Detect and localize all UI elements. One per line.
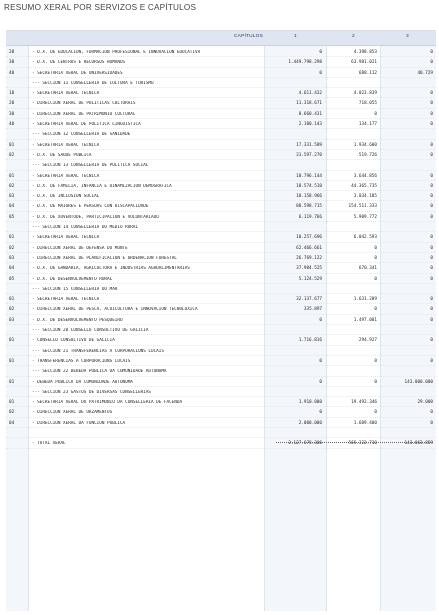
row-chapter-3-value: 0: [430, 183, 433, 189]
row-chapter-1-value: 2.000.000: [298, 420, 322, 426]
row-code: 05: [9, 214, 15, 220]
row-chapter-1-value: 0: [319, 410, 322, 416]
table-row: [6, 325, 436, 335]
row-chapter-3-value: 0: [430, 214, 433, 220]
row-description: - D.X. DE EDUCACIÓN, FORMACIÓN PROFESIONAL E INNOVACIÓN EDUCATIVA: [32, 50, 201, 55]
row-chapter-3-value: 29.000: [417, 400, 433, 406]
table-row: [6, 129, 436, 139]
table-row: [6, 109, 436, 119]
table-row: [6, 171, 436, 181]
row-chapter-2-value: 1.497.001: [353, 317, 377, 323]
row-description: --- SECCION 12 CONSELLERÍA DE SANIDADE: [32, 132, 131, 138]
row-code: 01: [9, 379, 15, 385]
row-chapter-3-value: 0: [430, 152, 433, 158]
row-chapter-3-value: 0: [430, 410, 433, 416]
row-code: 20: [9, 50, 15, 55]
row-description: - DÉBEDA PÚBLICA DA COMUNIDADE AUTÓNOMA: [32, 379, 133, 385]
row-description: --- SECCION 13 CONSELLERÍA DE POLÍTICA SOCIAL: [32, 163, 149, 169]
row-code: 05: [9, 276, 15, 282]
table-body: [6, 47, 436, 449]
row-chapter-2-value: 3.034.185: [353, 194, 377, 200]
row-chapter-3-value: 0: [430, 122, 433, 128]
table-row: [6, 407, 436, 417]
table-row: [6, 243, 436, 253]
row-chapter-3-value: 0: [430, 91, 433, 97]
row-description: - D.X. DE DESENVOLVEMENTO PESQUEIRO: [32, 317, 123, 323]
table-row: [6, 335, 436, 345]
table-row: [6, 387, 436, 397]
table-row: [6, 232, 436, 242]
row-description: - SECRETARÍA XERAL TÉCNICA: [32, 142, 100, 148]
row-chapter-1-value: 18.574.510: [296, 183, 322, 189]
row-chapter-2-value: 294.927: [358, 338, 377, 344]
table-row: [6, 284, 436, 294]
row-code: 01: [9, 173, 15, 179]
table-row: [6, 428, 436, 438]
row-description: --- SECCION 22 DÉBEDA PÚBLICA DA COMUNIDADE AUTÓNOMA: [32, 369, 167, 375]
row-code: 02: [9, 152, 15, 158]
header-capitulos: CAPÍTULOS: [234, 34, 263, 39]
row-description: - SECRETARÍA XERAL TÉCNICA: [32, 235, 100, 241]
summary-table: [6, 30, 436, 611]
row-chapter-2-value: 134.177: [358, 122, 377, 128]
row-chapter-3-value: 0: [430, 358, 433, 364]
row-chapter-2-value: 0: [374, 379, 377, 385]
row-chapter-3-value: 0: [430, 297, 433, 303]
row-description: - DIRECCIÓN XERAL DA FUNCIÓN PÚBLICA: [32, 420, 126, 426]
row-chapter-1-value: 17.331.589: [296, 142, 322, 148]
row-chapter-1-value: 0: [319, 50, 322, 55]
row-code: 01: [9, 400, 15, 406]
table-row: [6, 88, 436, 98]
row-code: 20: [9, 101, 15, 107]
row-chapter-2-value: 718.055: [358, 101, 377, 107]
table-header: [6, 31, 436, 46]
row-chapter-2-value: 0: [374, 245, 377, 251]
row-chapter-1-value: 335.897: [303, 307, 322, 313]
row-chapter-2-value: 5.909.772: [353, 214, 377, 220]
row-chapter-1-value: 31.597.270: [296, 152, 322, 158]
row-chapter-3-value: 0: [430, 245, 433, 251]
row-description: --- SECCION 11 CONSELLERÍA DE CULTURA E TURISMO: [32, 80, 154, 86]
row-chapter-2-value: 4.023.839: [353, 91, 377, 97]
row-code: 04: [9, 204, 15, 210]
row-code: 02: [9, 410, 15, 416]
row-description: - D.X. DE SAÚDE PÚBLICA: [32, 152, 92, 158]
table-row: [6, 98, 436, 108]
row-description: - SECRETARÍA XERAL TÉCNICA: [32, 91, 100, 97]
row-chapter-3-value: 0: [430, 317, 433, 323]
table-row: [6, 356, 436, 366]
table-row: [6, 47, 436, 57]
row-description: --- SECCION 23 GASTOS DE DIVERSAS CONSELLERÍAS: [32, 389, 151, 395]
row-chapter-1-value: 2.180.143: [298, 122, 322, 128]
row-description: - DIRECCIÓN XERAL DE PATRIMONIO CULTURAL: [32, 111, 136, 117]
table-row: [6, 150, 436, 160]
table-row: [6, 222, 436, 232]
header-chapter-2: 2: [352, 34, 355, 39]
row-chapter-2-value: 0: [374, 307, 377, 313]
table-row: [6, 119, 436, 129]
row-code: 04: [9, 266, 15, 272]
row-chapter-3-value: 143.000.000: [404, 379, 433, 385]
row-description: - D.X. DE MAIORES E PERSOAS CON DISCAPACIDADE: [32, 204, 149, 210]
row-chapter-1-value: 10.158.966: [296, 194, 322, 200]
row-description: - D.X. DE DESENVOLVEMENTO RURAL: [32, 276, 113, 282]
row-chapter-1-value: 10.257.696: [296, 235, 322, 241]
row-description: - SECRETARÍA XERAL DE POLÍTICA LINGÜÍSTICA: [32, 122, 141, 128]
row-description: - SECRETARÍA XERAL TÉCNICA: [32, 173, 100, 179]
row-description: - SECRETARÍA XERAL DE UNIVERSIDADES: [32, 70, 123, 76]
row-chapter-3-value: 0: [430, 142, 433, 148]
row-code: 01: [9, 338, 15, 344]
row-description: - D.X. DE XUVENTUDE, PARTICIPACIÓN E VOLUNTARIADO: [32, 214, 159, 220]
row-chapter-2-value: 44.365.735: [351, 183, 377, 189]
row-chapter-2-value: 0: [374, 111, 377, 117]
row-chapter-1-value: 8.660.431: [298, 111, 322, 117]
row-description: --- SECCION 20 CONSELLO CONSULTIVO DE GALICIA: [32, 328, 149, 334]
row-chapter-3-value: 0: [430, 338, 433, 344]
row-chapter-2-value: 3.644.856: [353, 173, 377, 179]
table-row: [6, 346, 436, 356]
row-description: - D.X. DE INCLUSIÓN SOCIAL: [32, 194, 100, 200]
table-row: [6, 366, 436, 376]
row-chapter-1-value: 5.124.529: [298, 276, 322, 282]
row-code: 02: [9, 307, 15, 313]
row-chapter-3-value: 0: [430, 235, 433, 241]
row-description: - DIRECCIÓN XERAL DE DEFENSA DO MONTE: [32, 245, 128, 251]
table-row: [6, 418, 436, 428]
row-chapter-1-value: 0: [319, 70, 322, 76]
row-description: - DIRECCIÓN XERAL DE PESCA, ACUICULTURA E INNOVACIÓN TECNOLÓXICA: [32, 307, 198, 313]
row-chapter-1-value: 0: [319, 379, 322, 385]
table-row: [6, 181, 436, 191]
row-chapter-2-value: 154.511.333: [348, 204, 377, 210]
table-row: [6, 212, 436, 222]
row-chapter-2-value: 63.981.021: [351, 60, 377, 66]
row-chapter-3-value: 0: [430, 255, 433, 261]
row-code: 30: [9, 111, 15, 117]
row-chapter-2-value: 565.322.710: [348, 441, 377, 447]
table-row: [6, 57, 436, 67]
table-row: [6, 438, 436, 448]
table-row: [6, 78, 436, 88]
row-chapter-2-value: 0: [374, 410, 377, 416]
row-description: - DIRECCIÓN XERAL DE POLÍTICAS CULTURAIS: [32, 101, 136, 107]
row-code: 02: [9, 183, 15, 189]
row-chapter-1-value: 26.769.122: [296, 255, 322, 261]
row-description: --- SECCION 15 CONSELLERÍA DO MAR: [32, 286, 118, 292]
row-code: 30: [9, 60, 15, 66]
row-chapter-3-value: 0: [430, 194, 433, 200]
table-row: [6, 140, 436, 150]
row-chapter-2-value: 6.042.593: [353, 235, 377, 241]
row-code: 40: [9, 122, 15, 128]
table-row: [6, 191, 436, 201]
row-code: 03: [9, 255, 15, 261]
row-chapter-1-value: 88.598.715: [296, 204, 322, 210]
row-chapter-2-value: 4.398.853: [353, 50, 377, 55]
row-chapter-2-value: 0: [374, 255, 377, 261]
row-chapter-2-value: 519.726: [358, 152, 377, 158]
row-chapter-1-value: 0: [319, 358, 322, 364]
row-description: - DIRECCIÓN XERAL DE ORZAMENTOS: [32, 410, 113, 416]
table-row: [6, 263, 436, 273]
row-chapter-1-value: 4.611.432: [298, 91, 322, 97]
row-chapter-3-value: 0: [430, 307, 433, 313]
row-chapter-3-value: 0: [430, 204, 433, 210]
row-code: 04: [9, 420, 15, 426]
row-chapter-3-value: 40.729: [417, 70, 433, 76]
table-row: [6, 315, 436, 325]
total-separator: [276, 442, 433, 443]
table-row: [6, 253, 436, 263]
header-chapter-3: 3: [406, 34, 409, 39]
row-code: 01: [9, 297, 15, 303]
row-description: - D.X. DE GANDARÍA, AGRICULTURA E INDUSTRIAS AGROALIMENTARIAS: [32, 266, 190, 272]
row-chapter-3-value: 143.063.859: [404, 441, 433, 447]
row-chapter-1-value: 62.466.661: [296, 245, 322, 251]
row-code: 03: [9, 317, 15, 323]
row-chapter-3-value: 0: [430, 60, 433, 66]
row-chapter-2-value: 0: [374, 276, 377, 282]
row-chapter-2-value: 688.112: [358, 70, 377, 76]
row-code: 01: [9, 235, 15, 241]
row-chapter-1-value: 1.716.816: [298, 338, 322, 344]
table-row: [6, 304, 436, 314]
row-chapter-1-value: 32.137.677: [296, 297, 322, 303]
row-description: - SECRETARÍA XERAL TÉCNICA: [32, 297, 100, 303]
row-chapter-1-value: 2.127.678.306: [288, 441, 322, 447]
row-description: - TRANSFERENCIAS A CORPORACIÓNS LOCAIS: [32, 358, 131, 364]
row-chapter-2-value: 0: [374, 358, 377, 364]
row-chapter-1-value: 1.910.000: [298, 400, 322, 406]
row-code: 10: [9, 91, 15, 97]
table-row: [6, 377, 436, 387]
row-description: - D.X. DE FAMILIA, INFANCIA E DINAMIZACIÓN DEMOGRÁFICA: [32, 183, 172, 189]
row-chapter-3-value: 0: [430, 50, 433, 55]
row-code: 40: [9, 70, 15, 76]
row-code: 01: [9, 358, 15, 364]
row-code: 03: [9, 194, 15, 200]
row-chapter-3-value: 0: [430, 266, 433, 272]
row-chapter-2-value: 19.492.346: [351, 400, 377, 406]
row-code: 02: [9, 245, 15, 251]
row-code: 01: [9, 142, 15, 148]
table-row: [6, 68, 436, 78]
row-chapter-3-value: 0: [430, 420, 433, 426]
table-row: [6, 397, 436, 407]
table-row: [6, 160, 436, 170]
row-chapter-3-value: 0: [430, 111, 433, 117]
row-chapter-1-value: 10.796.144: [296, 173, 322, 179]
row-description: - D.X. DE CENTROS E RECURSOS HUMANOS: [32, 60, 126, 66]
table-row: [6, 201, 436, 211]
row-chapter-1-value: 6.119.766: [298, 214, 322, 220]
row-chapter-2-value: 1.609.400: [353, 420, 377, 426]
row-chapter-3-value: 0: [430, 101, 433, 107]
row-chapter-1-value: 11.318.671: [296, 101, 322, 107]
row-chapter-3-value: 0: [430, 276, 433, 282]
row-description: --- SECCION 14 CONSELLERÍA DO MEDIO RURAL: [32, 225, 139, 231]
row-description: - TOTAL XERAL: [32, 441, 66, 447]
row-chapter-2-value: 1.934.600: [353, 142, 377, 148]
row-description: --- SECCION 21 TRANSFERENCIAS A CORPORACIÓNS LOCAIS: [32, 348, 164, 354]
row-chapter-2-value: 1.631.289: [353, 297, 377, 303]
row-chapter-1-value: 1.449.798.298: [288, 60, 322, 66]
row-description: - CONSELLO CONSULTIVO DE GALICIA: [32, 338, 115, 344]
header-chapter-1: 1: [294, 34, 297, 39]
table-row: [6, 274, 436, 284]
table-row: [6, 294, 436, 304]
row-chapter-1-value: 0: [319, 317, 322, 323]
row-description: - DIRECCIÓN XERAL DE PLANIFICACIÓN E ORDENACIÓN FORESTAL: [32, 255, 177, 261]
page-title: RESUMO XERAL POR SERVIZOS E CAPÍTULOS: [4, 3, 197, 12]
row-chapter-1-value: 37.984.525: [296, 266, 322, 272]
row-chapter-2-value: 670.341: [358, 266, 377, 272]
row-chapter-3-value: 0: [430, 173, 433, 179]
row-description: - SECRETARÍA XERAL DO PATRIMONIO DA CONSELLERÍA DE FACENDA: [32, 400, 183, 406]
